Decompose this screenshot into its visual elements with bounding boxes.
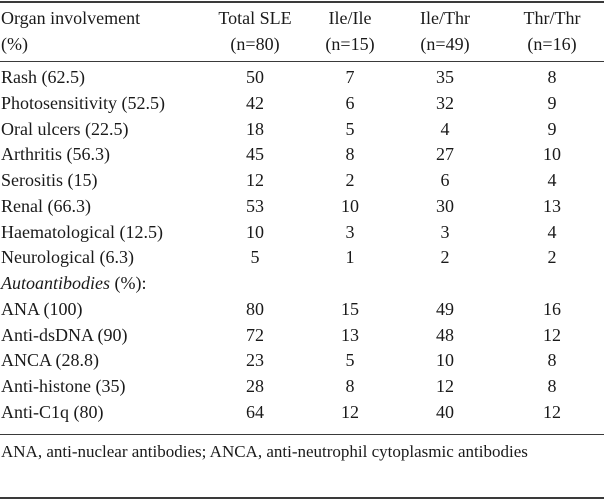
cell-ile-thr: 49 [436,298,454,319]
header-ile-thr-n: (n=49) [420,34,470,54]
cell-thr-thr: 12 [543,324,561,345]
header-ile-ile-n: (n=15) [325,34,375,54]
table-bottom-rule [0,434,604,435]
table-row [0,244,604,270]
table-row [0,322,604,348]
cell-ile-thr: 48 [436,324,454,345]
cell-ile-thr: 27 [436,144,454,165]
cell-ile-ile: 5 [345,118,355,139]
cell-ile-ile: 1 [345,247,355,268]
cell-thr-thr: 12 [543,401,561,422]
cell-total: 53 [246,195,264,216]
cell-label: Haematological (12.5) [1,221,163,242]
cell-label: Neurological (6.3) [1,247,134,268]
table-row [0,64,604,90]
table-row [0,373,604,399]
cell-ile-ile: 7 [345,67,355,87]
cell-label: Renal (66.3) [1,195,91,216]
header-total-n: (n=80) [230,34,280,54]
cell-total: 64 [246,401,264,422]
cell-thr-thr: 13 [543,195,561,216]
table-row [0,296,604,322]
cell-ile-thr: 12 [436,376,454,396]
table-row [0,90,604,116]
table-row [0,399,604,425]
cell-ile-ile: 8 [345,376,355,396]
cell-total: 80 [246,298,264,319]
cell-label: Oral ulcers (22.5) [1,118,129,139]
cell-label: Arthritis (56.3) [1,144,110,165]
cell-thr-thr: 2 [547,247,557,268]
table-header-rule [0,61,604,62]
cell-total: 72 [246,324,264,345]
cell-total: 28 [246,376,264,396]
cell-total: 42 [246,92,264,113]
header-organ-unit: (%) [1,34,28,54]
table-row [0,193,604,219]
cell-thr-thr: 4 [547,221,557,242]
cell-thr-thr: 9 [547,118,557,139]
cell-ile-thr: 3 [440,221,450,242]
cell-ile-ile: 13 [341,324,359,345]
header-total: Total SLE [218,8,292,28]
cell-thr-thr: 8 [547,376,557,396]
cell-thr-thr: 16 [543,298,561,319]
cell-label: Photosensitivity (52.5) [1,92,166,113]
autoantibodies-section-label [0,270,604,296]
cell-thr-thr: 9 [547,92,557,113]
table-footnote: ANA, anti-nuclear antibodies; ANCA, anti-neutrophil cytoplasmic antibodies [1,442,528,461]
cell-label: ANA (100) [1,298,83,319]
cell-ile-thr: 6 [440,170,450,190]
cell-label: Anti-dsDNA (90) [1,324,128,345]
cell-label: Serositis (15) [1,170,98,190]
cell-thr-thr: 8 [547,67,557,87]
table-row [0,116,604,142]
cell-thr-thr: 4 [547,170,557,190]
cell-ile-ile: 2 [345,170,355,190]
section-rest: (%): [110,273,147,293]
cell-label: ANCA (28.8) [1,350,99,371]
cell-ile-thr: 30 [436,195,454,216]
cell-ile-ile: 8 [345,144,355,165]
cell-ile-ile: 3 [345,221,355,242]
cell-ile-thr: 2 [440,247,450,268]
header-thr-thr-n: (n=16) [527,34,577,54]
cell-total: 45 [246,144,264,165]
table-row [0,141,604,167]
cell-thr-thr: 8 [547,350,557,371]
cell-ile-ile: 5 [345,350,355,371]
cell-total: 18 [246,118,264,139]
footnote-bottom-rule [0,497,604,499]
cell-ile-thr: 35 [436,67,454,87]
cell-label: Anti-histone (35) [1,376,126,396]
header-thr-thr: Thr/Thr [523,8,581,28]
cell-total: 50 [246,67,264,87]
table-row [0,219,604,245]
cell-ile-thr: 40 [436,401,454,422]
cell-thr-thr: 10 [543,144,561,165]
cell-ile-thr: 10 [436,350,454,371]
cell-ile-ile: 15 [341,298,359,319]
cell-total: 23 [246,350,264,371]
cell-total: 5 [250,247,260,268]
table-header-row-2 [0,32,604,58]
table-header-row-1 [0,6,604,32]
table-row [0,347,604,373]
cell-ile-ile: 6 [345,92,355,113]
cell-ile-ile: 10 [341,195,359,216]
cell-ile-thr: 32 [436,92,454,113]
header-ile-thr: Ile/Thr [420,8,470,28]
cell-total: 12 [246,170,264,190]
table-row [0,167,604,193]
cell-label: Rash (62.5) [1,67,85,87]
cell-ile-thr: 4 [440,118,450,139]
cell-label: Anti-C1q (80) [1,401,104,422]
header-organ: Organ involvement [1,8,141,28]
cell-ile-ile: 12 [341,401,359,422]
cell-total: 10 [246,221,264,242]
table-top-rule [0,1,604,3]
header-ile-ile: Ile/Ile [328,8,372,28]
section-italic: Autoantibodies [1,273,110,293]
